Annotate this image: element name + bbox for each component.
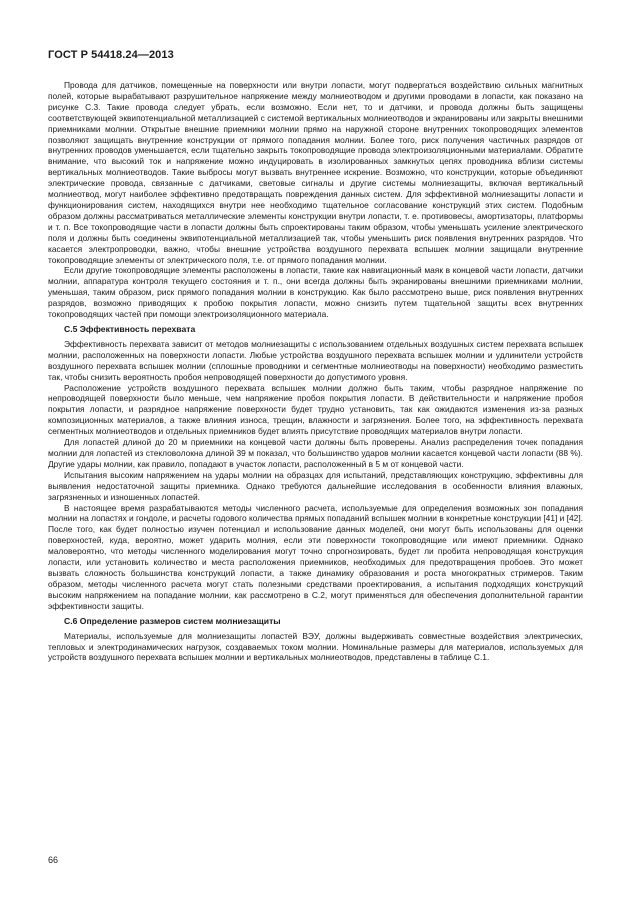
section-heading-c6: С.6 Определение размеров систем молниезащиты — [64, 615, 281, 626]
paragraph: Эффективность перехвата зависит от методов молниезащиты с использованием отдельных воздушных систем перехвата вспышек молнии, расположенных на поверхности лопасти. Любые устройства воздушного перехвата вспышек молнии и удлинители устройств воздушного перехвата вспышек молнии (сплошные проводники и сегментные молниеотводы на поверхности) необходимо разместить так, чтобы снизить вероятность пробоя непроводящей поверхности до допустимого уровня. — [48, 338, 583, 382]
document-header: ГОСТ Р 54418.24—2013 — [48, 49, 174, 61]
page-number: 66 — [48, 855, 59, 865]
body-text — [48, 80, 583, 663]
paragraph: Испытания высоким напряжением на удары молнии на образцах для испытаний, представляющих конструкцию, эффективны для выявления недостаточной защиты приемника. Однако требуются дальнейшие исследования в особенности влияния влажных, загрязненных и изношенных лопастей. — [48, 469, 583, 502]
paragraph: Для лопастей длиной до 20 м приемники на концевой части должны быть проверены. Анализ распределения точек попадания молнии для лопастей из стекловолокна длиной 39 м показал, что большинство ударов молнии касается концевой части лопасти (88 %). Другие удары молнии, как правило, попадают в участок лопасти, расположенный в 5 м от концевой части. — [48, 437, 583, 469]
paragraph: Материалы, используемые для молниезащиты лопастей ВЭУ, должны выдерживать совместные воздействия электрических, тепловых и электродинамических нагрузок, создаваемых током молнии. Номинальные размеры для материалов, используемых для устройств воздушного перехвата вспышек молнии и вертикальных молниеотводов, представлены в таблице С.1. — [48, 630, 583, 663]
paragraph: Провода для датчиков, помещенные на поверхности или внутри лопасти, могут подвергаться воздействию сильных магнитных полей, которые вырабатывают разрушительное напряжение между молниеотводом и другими проводами в лопасти, как показано на рисунке С.3. Такие провода следует убрать, если возможно. Если нет, то и датчики, и провода должны быть защищены соответствующей эквипотенциальной металлизацией с системой вертикальных молниеотводов и экранированы или закрыты внешними приемниками молнии. Открытые внешние приемники молнии прямо на наружной стороне внутренних токопроводящих элементов позволяют защищать внутренние конструкции от прямого попадания молнии. Более того, риск получения частичных разрядов от внутренних проводов уменьшается, если тщательно закрыть токопроводящие провода электроизоляционными материалами. Обратите внимание, что высокий ток и напряжение можно индуцировать в изолированных замкнутых цепях проводника вблизи системы вертикальных молниеотводов. Такие выбросы могут вызвать внутреннее искрение. Возможно, что конструкции, которые объединяют электрические провода, связанные с датчиками, световые сигналы и другие системы молниезащиты, включая вертикальный молниеотвод, могут наиболее эффективно предотвращать повреждения данных систем. Для эффективной молниезащиты лопасти и функционирования систем, находящихся внутри нее необходимо тщательное согласование конструкций этих систем. Подобным образом должны рассматриваться металлические элементы конструкции внутри лопасти, т. е. противовесы, амортизаторы, платформы и т. п. Все токопроводящие части в лопасти должны быть спроектированы таким образом, чтобы уменьшать усиление электрического поля и должны быть соединены эквипотенциальной металлизацией так, чтобы уменьшить риск появления внутренних разрядов. Что касается электропроводки, важно, чтобы внешние устройства воздушного перехвата вспышек молнии защищали внутренние токопроводящие элементы от электрического поля, т.е. от прямого попадания молнии. — [48, 80, 583, 265]
paragraph: Расположение устройств воздушного перехвата вспышек молнии должно быть таким, чтобы разрядное напряжение по непроводящей поверхности было меньше, чем напряжение пробоя покрытия лопасти. В действительности и напряжение пробоя покрытия лопасти, и разрядное напряжение поверхности будет трудно установить, так как ожидаются изменения из-за разных композиционных материалов, а также влияния износа, трещин, влажности и загрязнения. Более того, на эффективность перехвата сегментных молниеотводов и отдельных приемников будет влиять присутствие проводящих материалов внутри лопасти. — [48, 382, 583, 437]
section-heading-c5: С.5 Эффективность перехвата — [64, 323, 196, 334]
paragraph: В настоящее время разрабатываются методы численного расчета, используемые для определения возможных зон попадания молнии на лопастях и гондоле, и расчеты годового количества прямых попаданий вспышек молнии в конкретные конструкции [41] и [42]. После того, как будет полностью изучен потенциал и использование данных моделей, они могут быть использованы для оценки поверхностей, куда, вероятно, может ударить молния, если эти поверхности токопроводящие или имеют приемники. Однако маловероятно, что методы численного моделирования могут точно спрогнозировать, будет ли пробита непроводящая конструкция лопасти, или установить количество и места расположения приемников, необходимых для предотвращения пробоев. Это может вызвать сложность большинства конструкций лопасти, а также динамику образования и роста многократных стримеров. Таким образом, методы численного расчета могут стать полезными средствами проектирования, а испытания подходящих конструкций высоким напряжением на попадание молнии, как рассмотрено в С.2, могут применяться для обеспечения дополнительной гарантии эффективности защиты. — [48, 502, 583, 611]
paragraph: Если другие токопроводящие элементы расположены в лопасти, такие как навигационный маяк в концевой части лопасти, датчики молнии, аппаратура контроля текущего состояния и т. п., они всегда должны быть экранированы внешними приемниками молнии, уменьшая, таким образом, риск прямого попадания молнии в конструкцию. Как было рассмотрено выше, риск появления внутренних разрядов, возможно приводящих к пробою покрытия лопасти, можно снизить путем тщательной защиты всех внутренних токопроводящих частей при помощи электроизоляционного материала. — [48, 265, 583, 320]
